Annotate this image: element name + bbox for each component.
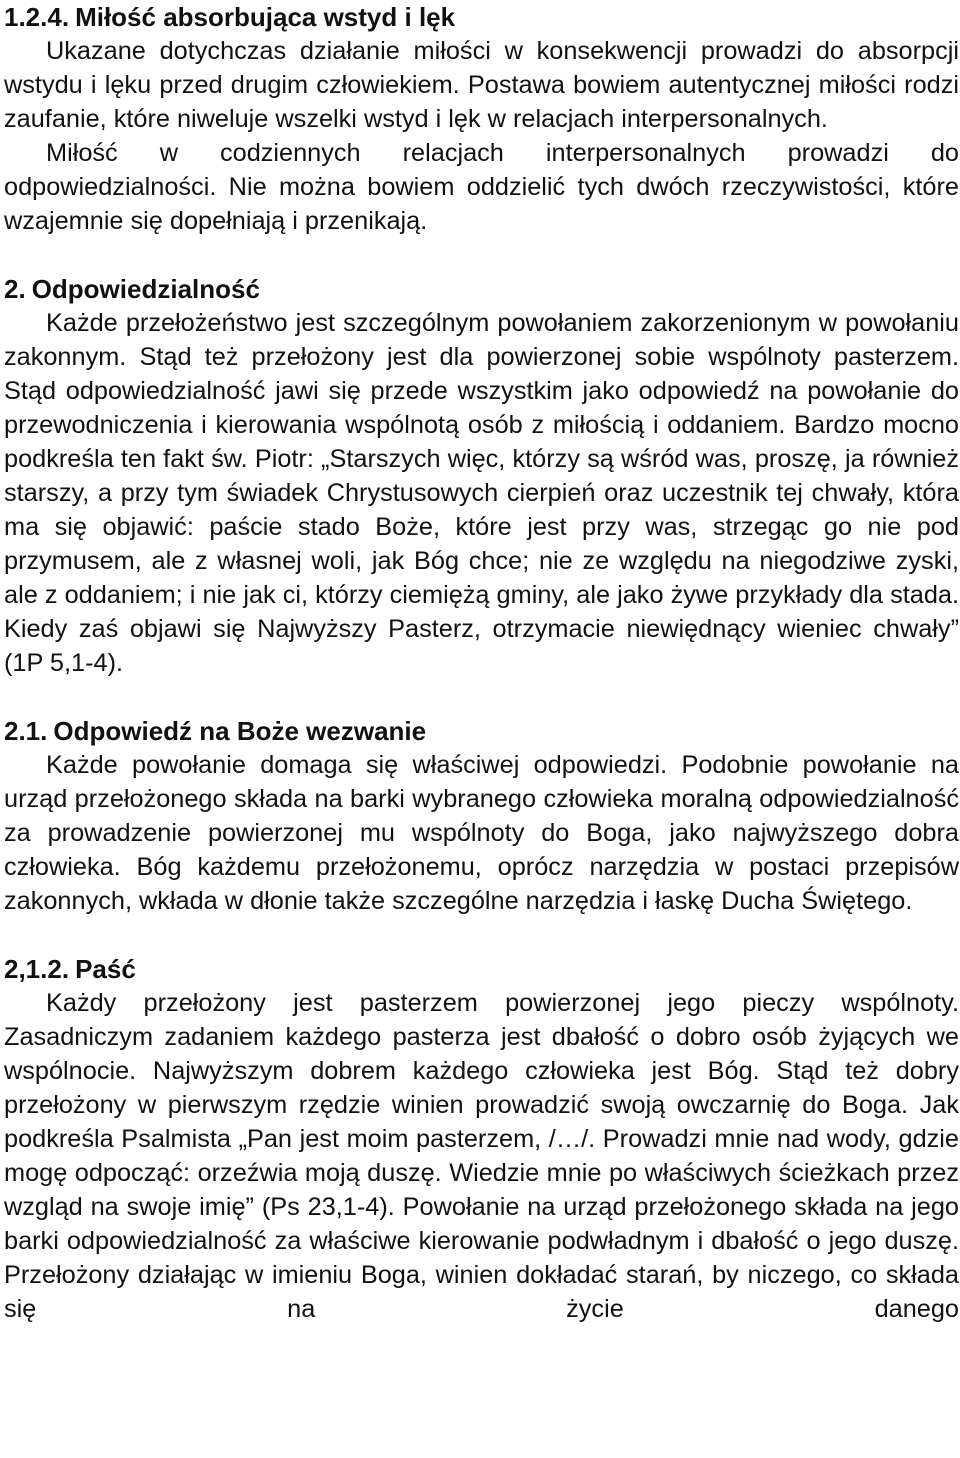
paragraph: Miłość w codziennych relacjach interpersonalnych prowadzi do odpowiedzialności. Nie można bowiem oddzielić tych dwóch rzeczywistości, które wzajemnie się dopełniają i przenikają. xyxy=(4,139,959,235)
paragraph: Każde przełożeństwo jest szczególnym powołaniem zakorzenionym w powołaniu zakonnym. Stąd też przełożony jest dla powierzonej sobie wspólnoty pasterzem. Stąd odpowiedzialność jawi się przede wszystkim jako odpowiedź na powołanie do przewodniczenia i kierowania wspólnotą osób z miłością i oddaniem. Bardzo mocno podkreśla ten fakt św. Piotr: „Starszych więc, którzy są wśród was, proszę, ja również starszy, a przy tym świadek Chrystusowych cierpień oraz uczestnik tej chwały, która ma się objawić: paście stado Boże, które jest przy was, strzegąc go nie pod przymusem, ale z własnej woli, jak Bóg chce; nie ze względu na niegodziwe zyski, ale z oddaniem; i nie jak ci, którzy ciemiężą gminy, ale jako żywe przykłady dla stada. Kiedy zaś objawi się Najwyższy Pasterz, otrzymacie niewiędnący wieniec chwały” (1P 5,1-4). xyxy=(4,309,959,677)
section-2-1 xyxy=(4,714,959,918)
paragraph: Każde powołanie domaga się właściwej odpowiedzi. Podobnie powołanie na urząd przełożonego składa na barki wybranego człowieka moralną odpowiedzialność za prowadzenie powierzonej mu wspólnoty do Boga, jako najwyższego dobra człowieka. Bóg każdemu przełożonemu, oprócz narzędzia w postaci przepisów zakonnych, wkłada w dłonie także szczególne narzędzia i łaskę Ducha Świętego. xyxy=(4,751,959,915)
section-number: 1.2.4. xyxy=(4,2,70,32)
section-title: Odpowiedzialność xyxy=(31,274,260,304)
paragraph: Ukazane dotychczas działanie miłości w konsekwencji prowadzi do absorpcji wstydu i lęku przed drugim człowiekiem. Postawa bowiem autentycznej miłości rodzi zaufanie, które niweluje wszelki wstyd i lęk w relacjach interpersonalnych. xyxy=(4,37,959,133)
section-number: 2. xyxy=(4,274,26,304)
section-number: 2,1.2. xyxy=(4,954,70,984)
section-heading xyxy=(4,952,959,986)
paragraph: Każdy przełożony jest pasterzem powierzonej jego pieczy wspólnoty. Zasadniczym zadaniem każdego pasterza jest dbałość o dobro osób żyjących we wspólnocie. Najwyższym dobrem każdego człowieka jest Bóg. Stąd też dobry przełożony w pierwszym rzędzie winien prowadzić swoją owczarnię do Boga. Jak podkreśla Psalmista „Pan jest moim pasterzem, /…/. Prowadzi mnie nad wody, gdzie mogę odpocząć: orzeźwia moją duszę. Wiedzie mnie po właściwych ścieżkach przez wzgląd na swoje imię” (Ps 23,1-4). Powołanie na urząd przełożonego składa na jego barki odpowiedzialność za właściwe kierowanie podwładnym i dbałość o jego duszę. Przełożony działając w imieniu Boga, winien dokładać starań, by niczego, co składa się na życie danego xyxy=(4,989,959,1323)
spacer xyxy=(4,238,959,272)
spacer xyxy=(4,918,959,952)
spacer xyxy=(4,680,959,714)
document-page xyxy=(4,0,959,1326)
section-heading xyxy=(4,0,959,34)
section-2-1-2 xyxy=(4,952,959,1326)
section-title: Odpowiedź na Boże wezwanie xyxy=(53,716,427,746)
section-1-2-4 xyxy=(4,0,959,238)
section-heading xyxy=(4,714,959,748)
section-number: 2.1. xyxy=(4,716,48,746)
section-2 xyxy=(4,272,959,680)
section-title: Paść xyxy=(75,954,136,984)
section-title: Miłość absorbująca wstyd i lęk xyxy=(75,2,456,32)
section-heading xyxy=(4,272,959,306)
